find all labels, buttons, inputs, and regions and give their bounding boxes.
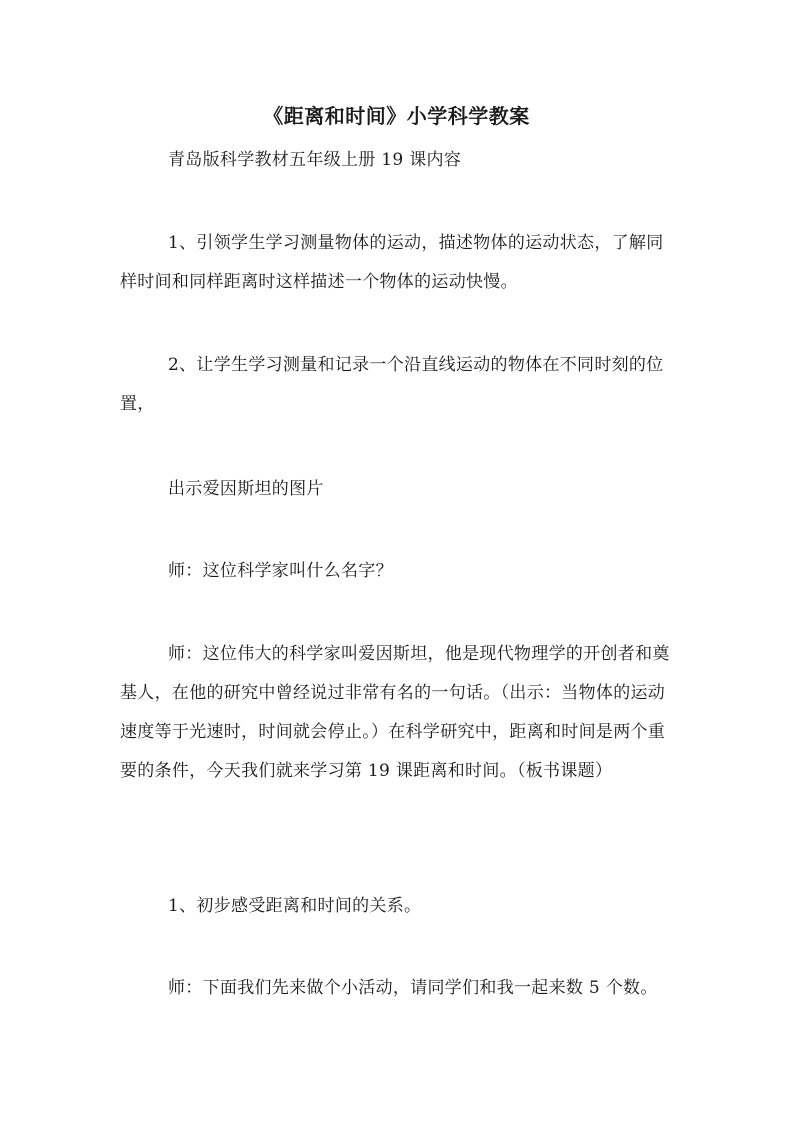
paragraph-teacher-question: 师：这位科学家叫什么名字？ — [168, 561, 393, 581]
paragraph-teacher-activity: 师：下面我们先来做个小活动，请同学们和我一起来数 5 个数。 — [168, 978, 658, 998]
paragraph-objective-1: 1、引领学生学习测量物体的运动，描述物体的运动状态，了解同样时间和同样距离时这样描述一个物体的运动快慢。 — [120, 233, 664, 292]
paragraph-objective-2: 2、让学生学习测量和记录一个沿直线运动的物体在不同时刻的位置， — [120, 355, 664, 414]
paragraph-activity-heading: 1、初步感受距离和时间的关系。 — [168, 896, 422, 916]
document-title: 《距离和时间》小学科学教案 — [263, 104, 530, 128]
document-subtitle: 青岛版科学教材五年级上册 19 课内容 — [168, 150, 462, 170]
paragraph-show-picture: 出示爱因斯坦的图片 — [168, 479, 324, 499]
paragraph-teacher-intro: 师：这位伟大的科学家叫爱因斯坦，他是现代物理学的开创者和奠基人，在他的研究中曾经说过非常有名的一句话。（出示：当物体的运动速度等于光速时，时间就会停止。）在科学研究中，距离和时间是两个重要的条件，今天我们就来学习第 19 课距离和时间。（板书课题） — [120, 644, 670, 781]
